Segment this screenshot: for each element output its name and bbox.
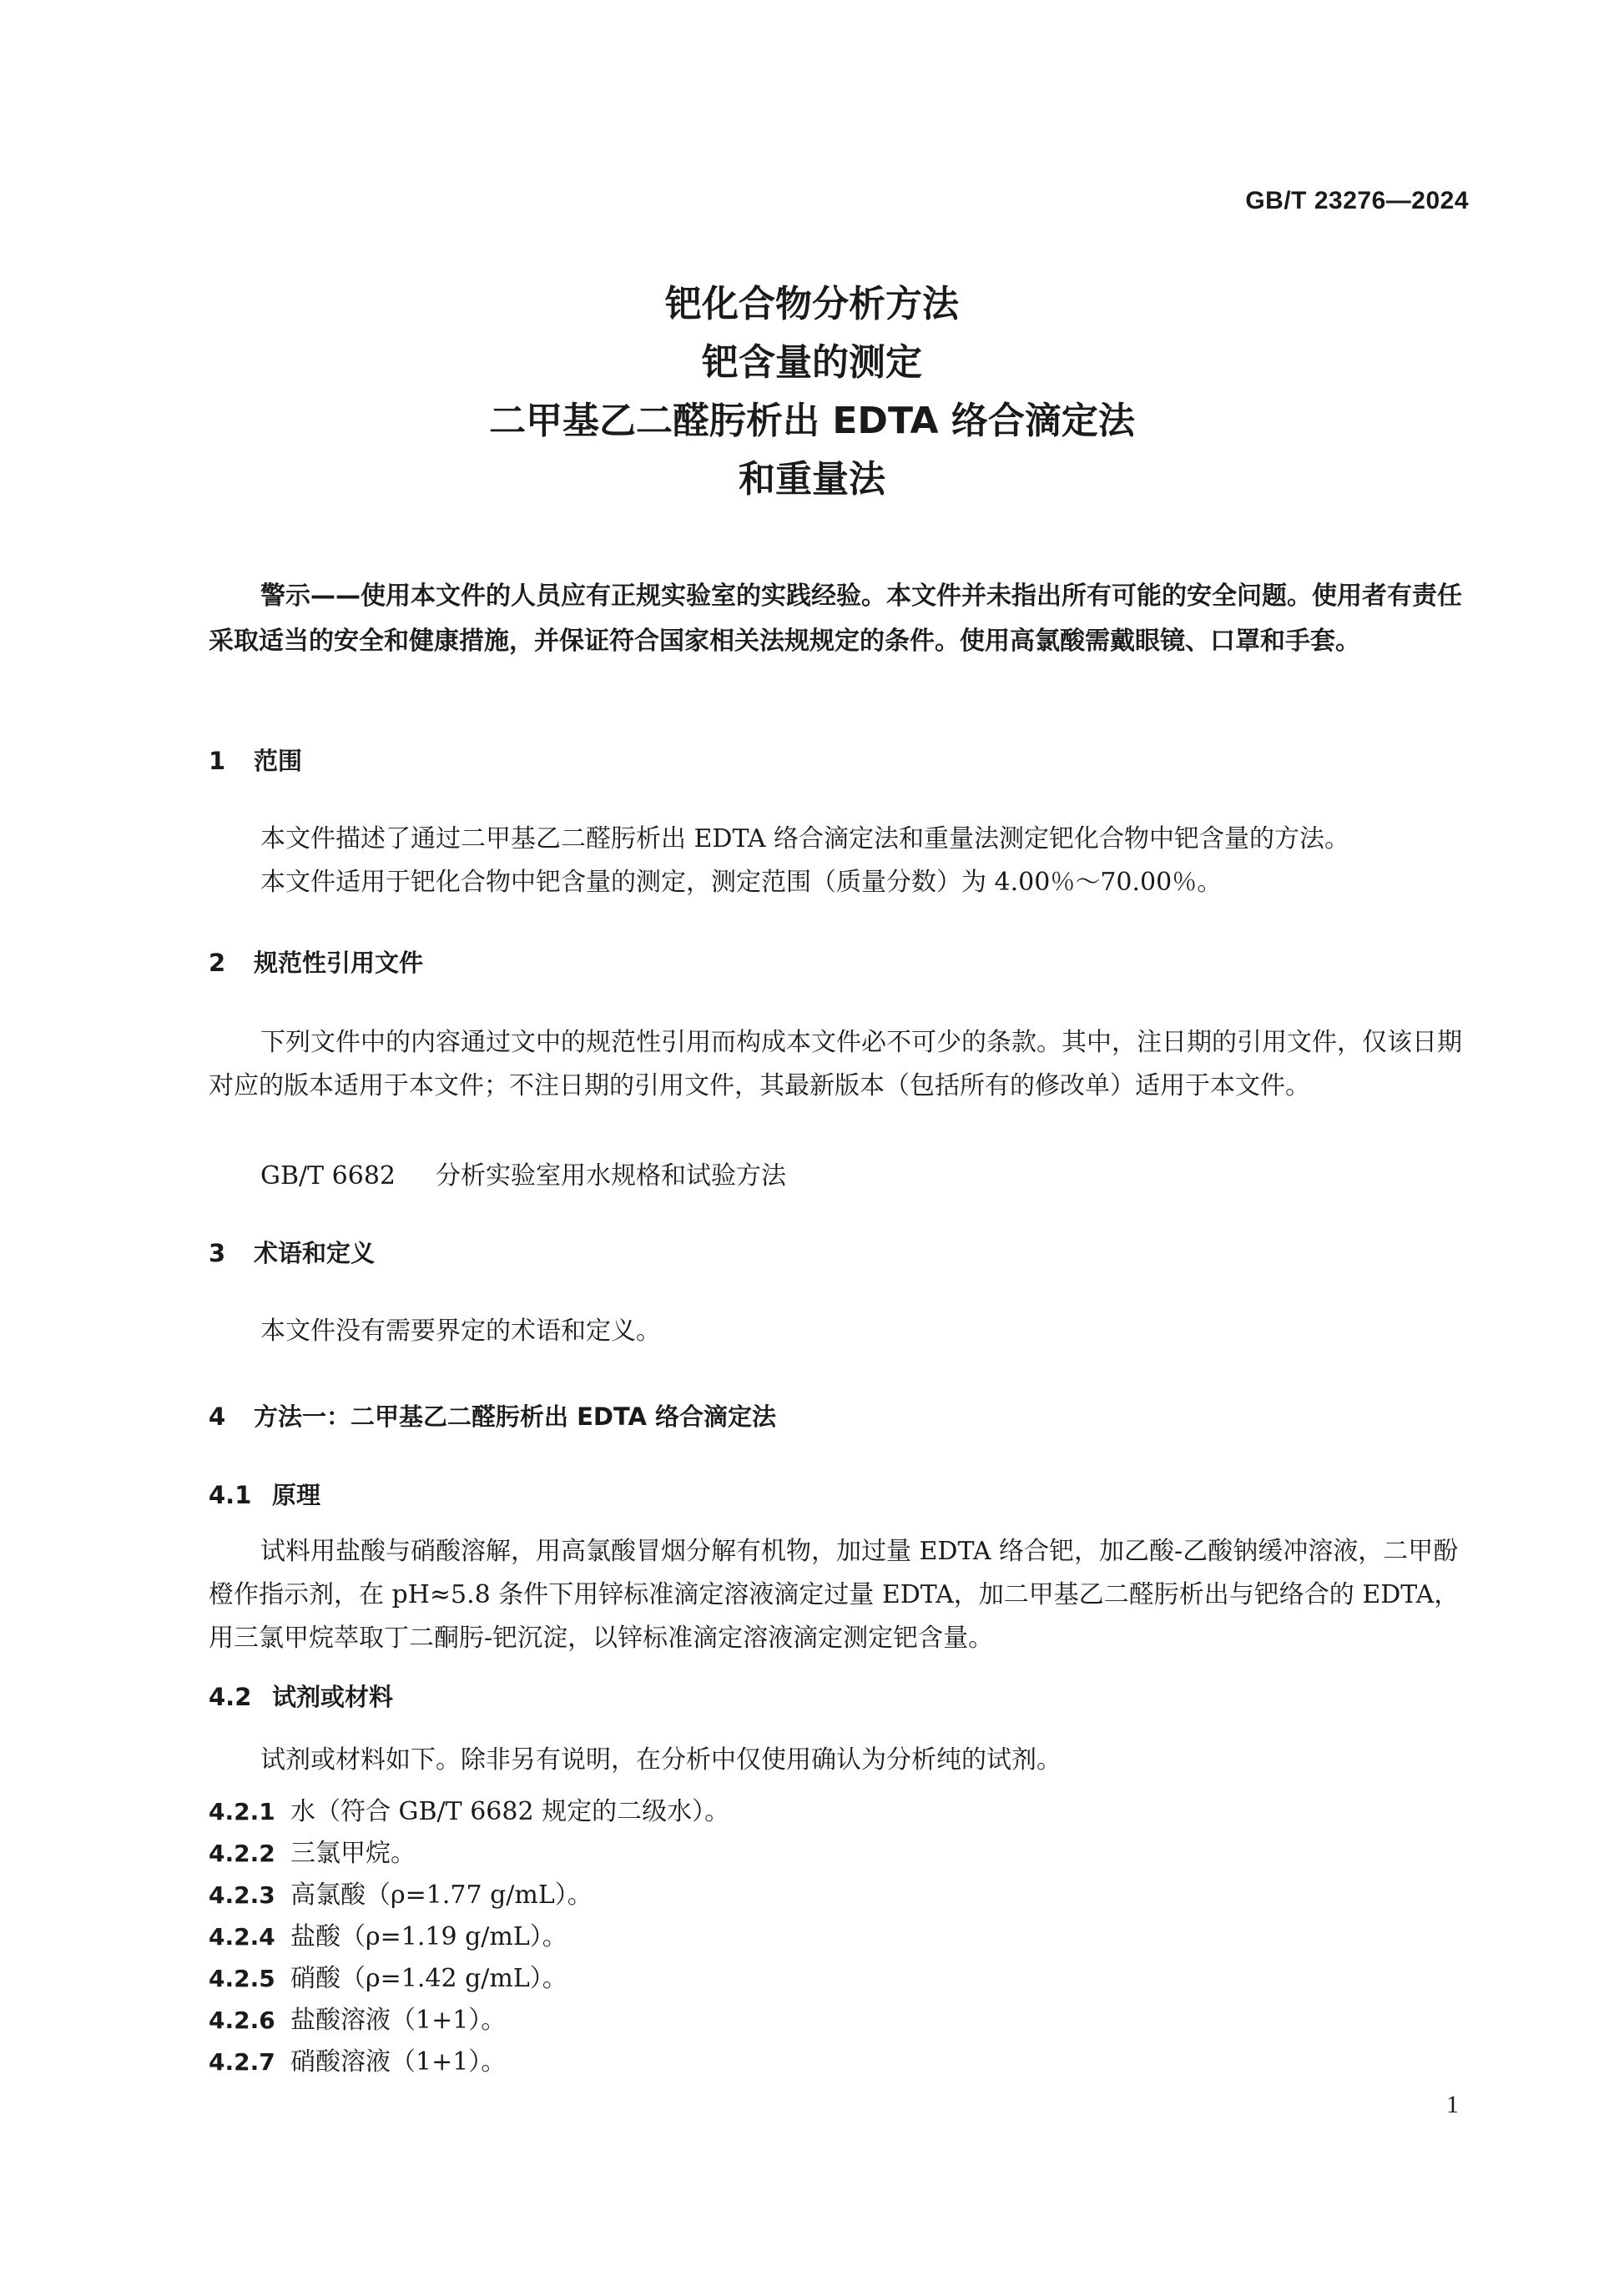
reagent-text: 盐酸溶液（1+1）。 bbox=[290, 2006, 507, 2035]
reagent-item bbox=[209, 1832, 416, 1869]
principle-paragraph: 试料用盐酸与硝酸溶解，用高氯酸冒烟分解有机物，加过量 EDTA 络合钯，加乙酸-乙酸钠缓冲溶液，二甲酚橙作指示剂，在 pH≈5.8 条件下用锌标准滴定溶液滴定过量 EDTA，加二甲基乙二醛肟析出与钯络合的 EDTA，用三氯甲烷萃取丁二酮肟-钯沉淀，以锌标准滴定溶液滴定测定钯含量。 bbox=[209, 1537, 1460, 1653]
title-line-4: 和重量法 bbox=[739, 458, 885, 501]
reagent-text: 硝酸（ρ=1.42 g/mL）。 bbox=[290, 1964, 567, 1993]
subsection-4-2-heading bbox=[209, 1679, 393, 1713]
section-2-para-1: 下列文件中的内容通过文中的规范性引用而构成本文件必不可少的条款。其中，注日期的引用文件，仅该日期对应的版本适用于本文件；不注日期的引用文件，其最新版本（包括所有的修改单）适用于本文件。 bbox=[209, 1028, 1462, 1100]
reagent-number: 4.2.5 bbox=[209, 1965, 275, 1992]
reagent-item bbox=[209, 1916, 567, 1952]
title-line-3: 二甲基乙二醛肟析出 EDTA 络合滴定法 bbox=[489, 400, 1135, 442]
reagent-item bbox=[209, 1999, 506, 2036]
section-number: 2 bbox=[209, 949, 226, 977]
subsection-title: 试剂或材料 bbox=[272, 1683, 394, 1711]
title-line-1: 钯化合物分析方法 bbox=[665, 283, 959, 325]
section-1-heading bbox=[209, 743, 302, 777]
reagent-item bbox=[209, 1790, 729, 1827]
reagent-item bbox=[209, 1874, 593, 1911]
section-2-heading bbox=[209, 944, 423, 979]
reagent-item bbox=[209, 2041, 506, 2077]
warning-notice: 警示——使用本文件的人员应有正规实验室的实践经验。本文件并未指出所有可能的安全问题。使用者有责任采取适当的安全和健康措施，并保证符合国家相关法规规定的条件。使用高氯酸需戴眼镜、口罩和手套。 bbox=[209, 582, 1462, 656]
reference-code: GB/T 6682 bbox=[260, 1161, 396, 1191]
reagent-number: 4.2.6 bbox=[209, 2006, 275, 2034]
page-number: 1 bbox=[1446, 2091, 1459, 2118]
subsection-title: 原理 bbox=[272, 1481, 321, 1509]
section-title: 方法一：二甲基乙二醛肟析出 EDTA 络合滴定法 bbox=[254, 1402, 777, 1431]
section-3-heading bbox=[209, 1235, 375, 1269]
document-title bbox=[0, 275, 1624, 509]
reference-title: 分析实验室用水规格和试验方法 bbox=[436, 1161, 786, 1191]
reagent-item bbox=[209, 1957, 567, 1994]
normative-reference bbox=[260, 1155, 786, 1191]
section-1-para-1: 本文件描述了通过二甲基乙二醛肟析出 EDTA 络合滴定法和重量法测定钯化合物中钯含量的方法。 bbox=[260, 824, 1350, 853]
reagent-number: 4.2.2 bbox=[209, 1840, 275, 1867]
reagent-number: 4.2.3 bbox=[209, 1881, 275, 1909]
reagent-text: 盐酸（ρ=1.19 g/mL）。 bbox=[290, 1922, 567, 1951]
section-3-para-1: 本文件没有需要界定的术语和定义。 bbox=[260, 1317, 661, 1346]
subsection-number: 4.1 bbox=[209, 1481, 252, 1509]
reagent-text: 高氯酸（ρ=1.77 g/mL）。 bbox=[290, 1881, 593, 1910]
reagent-text: 水（符合 GB/T 6682 规定的二级水）。 bbox=[290, 1797, 730, 1826]
reagent-number: 4.2.4 bbox=[209, 1923, 275, 1951]
section-4-heading bbox=[209, 1398, 776, 1432]
section-number: 3 bbox=[209, 1239, 226, 1267]
section-1-para-2: 本文件适用于钯化合物中钯含量的测定，测定范围（质量分数）为 4.00％～70.00％。 bbox=[260, 868, 1223, 897]
section-title: 范围 bbox=[254, 747, 303, 775]
reagents-intro: 试剂或材料如下。除非另有说明，在分析中仅使用确认为分析纯的试剂。 bbox=[260, 1745, 1062, 1775]
title-line-2: 钯含量的测定 bbox=[702, 341, 922, 384]
reagent-number: 4.2.7 bbox=[209, 2048, 275, 2076]
section-number: 1 bbox=[209, 747, 226, 775]
reagent-text: 硝酸溶液（1+1）。 bbox=[290, 2047, 507, 2077]
reagent-text: 三氯甲烷。 bbox=[290, 1839, 416, 1868]
section-title: 术语和定义 bbox=[254, 1239, 376, 1267]
section-title: 规范性引用文件 bbox=[254, 949, 424, 977]
subsection-4-1-heading bbox=[209, 1477, 320, 1511]
section-number: 4 bbox=[209, 1402, 226, 1431]
subsection-number: 4.2 bbox=[209, 1683, 252, 1711]
standard-code: GB/T 23276—2024 bbox=[1245, 187, 1469, 214]
reagent-number: 4.2.1 bbox=[209, 1798, 275, 1825]
